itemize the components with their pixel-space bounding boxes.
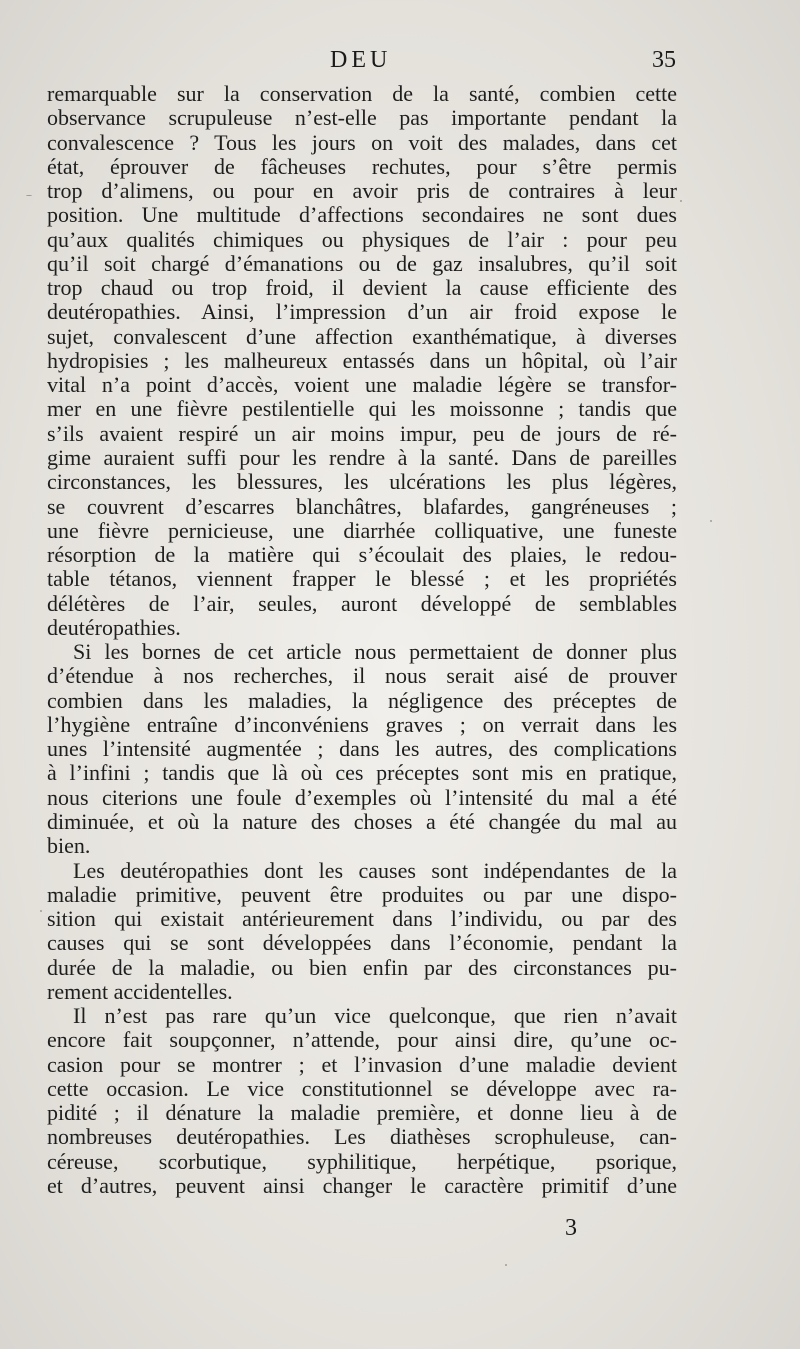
text-line: une fièvre pernicieuse, une diarrhée colliquative, une funeste — [47, 517, 677, 543]
text-line: maladie primitive, peuvent être produites ou par une dispo- — [47, 881, 677, 907]
text-line: table tétanos, viennent frapper le blessé ; et les propriétés — [47, 566, 677, 592]
text-line: et d’autres, peuvent ainsi changer le caractère primitif d’une — [47, 1172, 677, 1198]
text-line: convalescence ? Tous les jours on voit des malades, dans cet — [47, 129, 677, 155]
page-header — [0, 47, 800, 81]
text-line: se couvrent d’escarres blanchâtres, blafardes, gangréneuses ; — [47, 493, 677, 519]
text-line: remarquable sur la conservation de la santé, combien cette — [47, 81, 677, 106]
text-line: qu’aux qualités chimiques ou physiques de l’air : pour peu — [47, 226, 677, 252]
text-line: trop d’alimens, ou pour en avoir pris de contraires à leur — [47, 178, 677, 204]
text-line: nombreuses deutéropathies. Les diathèses scrophuleuse, can- — [47, 1124, 677, 1150]
text-line: trop chaud ou trop froid, il devient la cause efficiente des — [47, 275, 677, 301]
text-line: nous citerions une foule d’exemples où l’intensité du mal a été — [47, 784, 677, 810]
text-line: position. Une multitude d’affections secondaires ne sont dues — [47, 202, 677, 228]
text-line: rement accidentelles. — [47, 978, 233, 1004]
paper-speck — [505, 1264, 507, 1266]
text-line: mer en une fièvre pestilentielle qui les moissonne ; tandis que — [47, 396, 677, 422]
paragraph — [47, 640, 677, 858]
paper-speck — [710, 520, 712, 522]
text-line: diminuée, et où la nature des choses a été changée du mal au — [47, 808, 677, 834]
text-line: gime auraient suffi pour les rendre à la santé. Dans de pareilles — [47, 444, 677, 470]
text-line: sujet, convalescent d’une affection exanthématique, à diverses — [47, 323, 677, 349]
text-line: durée de la maladie, ou bien enfin par des circonstances pu- — [47, 954, 677, 980]
paper-speck — [680, 200, 682, 202]
running-head: DEU — [330, 47, 392, 73]
text-line: sition qui existait antérieurement dans l’individu, ou par des — [47, 906, 677, 932]
body-text — [47, 82, 677, 1198]
text-line: délétères de l’air, seules, auront développé de semblables — [47, 590, 677, 616]
text-line: hydropisies ; les malheureux entassés dans un hôpital, où l’air — [47, 347, 677, 373]
text-line: deutéropathies. Ainsi, l’impression d’un air froid expose le — [47, 299, 677, 325]
text-line: l’hygiène entraîne d’inconvéniens graves ; on verrait dans les — [47, 711, 677, 737]
text-line: état, éprouver de fâcheuses rechutes, pour s’être permis — [47, 153, 677, 179]
text-line: Si les bornes de cet article nous permettaient de donner plus — [73, 639, 677, 665]
text-line: bien. — [47, 833, 91, 859]
text-line: encore fait soupçonner, n’attende, pour ainsi dire, qu’une oc- — [47, 1027, 677, 1053]
text-line: circonstances, les blessures, les ulcérations les plus légères, — [47, 469, 677, 495]
text-line: s’ils avaient respiré un air moins impur, peu de jours de ré- — [47, 420, 677, 446]
text-line: d’étendue à nos recherches, il nous serait aisé de prouver — [47, 663, 677, 689]
text-line: céreuse, scorbutique, syphilitique, herpétique, psorique, — [47, 1148, 677, 1174]
paper-speck — [26, 195, 32, 196]
text-line: Les deutéropathies dont les causes sont indépendantes de la — [73, 857, 677, 883]
text-line: pidité ; il dénature la maladie première, et donne lieu à de — [47, 1100, 677, 1126]
text-line: résorption de la matière qui s’écoulait des plaies, le redou- — [47, 542, 677, 568]
text-line: observance scrupuleuse n’est-elle pas importante pendant la — [47, 105, 677, 131]
text-line: casion pour se montrer ; et l’invasion d’une maladie devient — [47, 1051, 677, 1077]
text-line: qu’il soit chargé d’émanations ou de gaz insalubres, qu’il soit — [47, 250, 677, 276]
text-line: causes qui se sont développées dans l’économie, pendant la — [47, 930, 677, 956]
text-line: deutéropathies. — [47, 614, 181, 640]
paper-speck — [40, 910, 42, 912]
paragraph — [47, 1004, 677, 1198]
text-line: combien dans les maladies, la négligence des préceptes de — [47, 687, 677, 713]
text-line: unes l’intensité augmentée ; dans les autres, des complications — [47, 736, 677, 762]
signature-mark: 3 — [565, 1215, 577, 1241]
text-line: à l’infini ; tandis que là où ces préceptes sont mis en pratique, — [47, 760, 677, 786]
text-line: cette occasion. Le vice constitutionnel se développe avec ra- — [47, 1075, 677, 1101]
text-line: Il n’est pas rare qu’un vice quelconque, que rien n’avait — [73, 1003, 677, 1029]
page-number: 35 — [652, 47, 676, 73]
text-line: vital n’a point d’accès, voient une maladie légère se transfor- — [47, 372, 677, 398]
paragraph — [47, 859, 677, 1005]
paragraph — [47, 82, 677, 640]
